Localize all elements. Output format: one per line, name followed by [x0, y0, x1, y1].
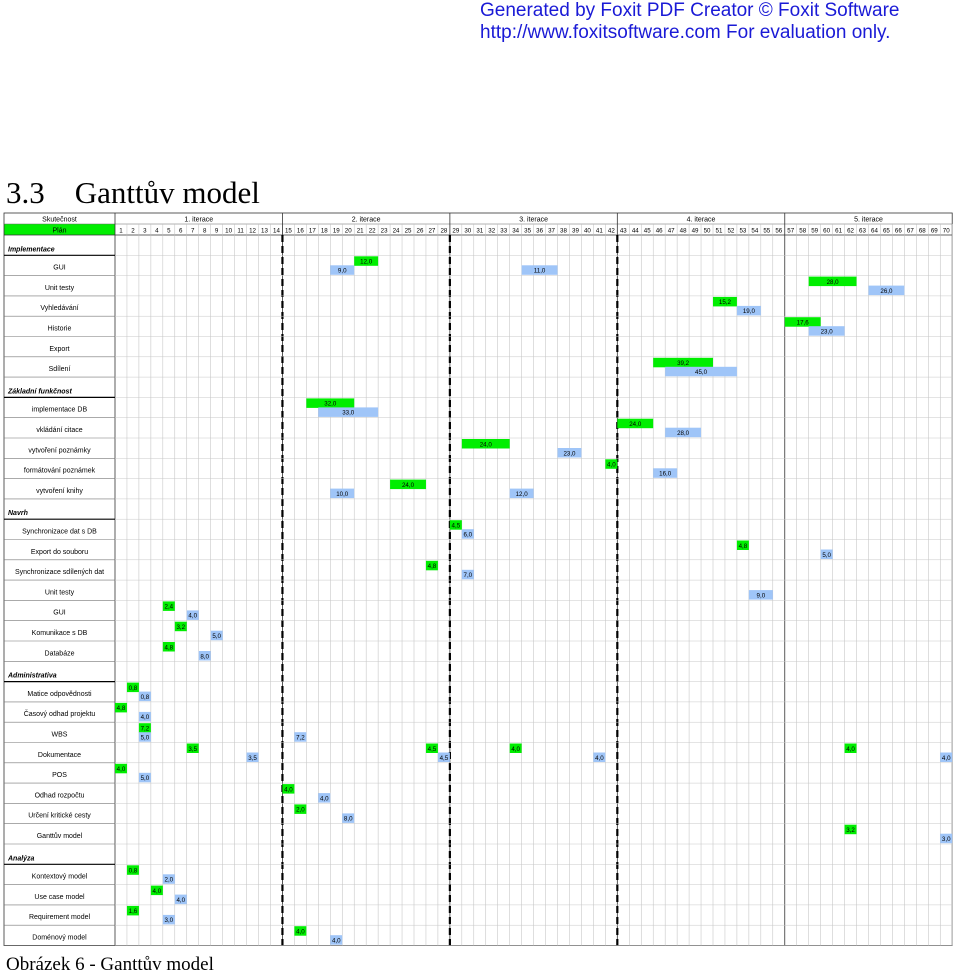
column-number: 12 — [249, 227, 256, 235]
task-label: Requirement model — [28, 914, 91, 922]
actual-bar-value: 12,0 — [515, 490, 528, 498]
actual-bar-value: 2,0 — [164, 876, 174, 884]
column-number: 59 — [811, 227, 819, 235]
task-label: Historie — [47, 325, 72, 333]
task-label: Synchronizace sdílených dat — [14, 569, 105, 577]
actual-bar-value: 33,0 — [342, 409, 355, 417]
plan-bar-value: 2,0 — [296, 806, 305, 814]
column-number: 65 — [882, 227, 890, 235]
column-number: 45 — [643, 227, 651, 235]
column-number: 56 — [775, 227, 783, 235]
task-label: Unit testy — [44, 589, 75, 597]
plan-bar-value: 32,0 — [324, 400, 337, 408]
section-number: 3.3 — [6, 175, 45, 210]
task-label: Synchronizace dat s DB — [22, 528, 97, 536]
actual-bar-value: 9,0 — [756, 592, 766, 600]
column-number: 32 — [488, 227, 496, 235]
column-number: 11 — [237, 227, 244, 235]
actual-bar-value: 8,0 — [200, 653, 210, 661]
column-number: 34 — [512, 227, 520, 235]
plan-bar-value: 4,0 — [846, 745, 855, 753]
figure-caption: Obrázek 6 - Ganttův model — [6, 954, 214, 975]
column-number: 54 — [751, 227, 759, 235]
actual-bar-value: 4,0 — [188, 612, 198, 620]
actual-bar-value: 3,5 — [248, 754, 257, 762]
actual-bar-value: 10,0 — [336, 490, 349, 498]
column-number: 10 — [225, 227, 233, 235]
actual-bar-value: 5,0 — [822, 551, 831, 559]
column-number: 5 — [167, 227, 171, 235]
column-number: 31 — [476, 227, 484, 235]
task-label: implementace DB — [31, 406, 88, 414]
actual-bar-value: 5,0 — [140, 775, 150, 783]
actual-bar-value: 9,0 — [337, 267, 347, 275]
column-number: 4 — [155, 227, 159, 235]
actual-bar-value: 3,0 — [941, 836, 951, 843]
actual-bar-value: 6,0 — [463, 531, 473, 539]
actual-bar-value: 4,0 — [595, 754, 604, 762]
task-label: POS — [52, 772, 67, 780]
task-label: Export — [49, 345, 70, 353]
column-number: 41 — [595, 227, 603, 235]
section-label: Analýza — [8, 855, 35, 863]
column-number: 64 — [871, 227, 878, 235]
task-label: GUI — [53, 609, 66, 617]
task-label: vytvoření knihy — [36, 487, 83, 495]
plan-bar-value: 24,0 — [629, 421, 642, 428]
watermark-line-2: http://www.foxitsoftware.com For evaluation only. — [480, 22, 891, 43]
task-label: Export do souboru — [30, 548, 89, 556]
plan-bar-value: 3,5 — [188, 745, 198, 753]
task-label: Určení kritické cesty — [28, 812, 91, 820]
actual-bar-value: 4,5 — [439, 754, 449, 762]
column-number: 49 — [691, 227, 699, 235]
column-number: 39 — [572, 227, 579, 235]
task-label: vytvoření poznámky — [28, 447, 91, 455]
actual-bar-value: 4,0 — [941, 754, 951, 762]
column-number: 46 — [655, 227, 663, 235]
actual-bar-value: 5,0 — [140, 734, 150, 742]
column-number: 55 — [763, 227, 771, 235]
actual-bar-value: 4,0 — [331, 937, 341, 945]
column-number: 60 — [823, 227, 831, 235]
plan-bar-value: 4,8 — [116, 705, 126, 713]
column-number: 17 — [308, 227, 316, 235]
plan-bar-value: 24,0 — [401, 481, 415, 489]
plan-bar-value: 4,0 — [284, 786, 293, 794]
plan-bar-value: 28,0 — [826, 278, 839, 286]
task-label: Kontextový model — [31, 873, 88, 881]
legend-actual-label: Skutečnost — [42, 216, 77, 224]
task-label: formátování poznámek — [23, 467, 96, 475]
plan-bar-value: 15,2 — [718, 299, 731, 307]
actual-bar-value: 19,0 — [742, 308, 755, 316]
column-number: 23 — [380, 227, 388, 235]
section-label: Základní funkčnost — [8, 388, 72, 396]
column-number: 50 — [703, 227, 711, 235]
column-number: 67 — [906, 227, 914, 235]
plan-bar-value: 3,2 — [846, 827, 855, 834]
column-number: 44 — [631, 227, 639, 235]
column-number: 63 — [859, 227, 866, 235]
column-number: 62 — [847, 227, 854, 235]
plan-bar-value: 4,0 — [511, 745, 520, 753]
task-label: GUI — [53, 264, 66, 272]
column-number: 3 — [143, 227, 147, 235]
actual-bar-value: 0,8 — [140, 693, 150, 701]
column-number: 22 — [368, 227, 376, 235]
column-number: 20 — [344, 227, 352, 235]
actual-bar-value: 23,0 — [563, 450, 576, 458]
task-label: vkládání citace — [36, 427, 83, 434]
iteration-label: 5. iterace — [854, 216, 883, 224]
column-number: 42 — [607, 227, 615, 235]
plan-bar-value: 0,8 — [128, 684, 138, 692]
actual-bar-value: 26,0 — [880, 287, 893, 295]
plan-bar-value: 12,0 — [360, 258, 373, 266]
task-label: Dokumentace — [37, 751, 82, 759]
actual-bar-value: 16,0 — [659, 470, 672, 478]
plan-bar-value: 4,5 — [427, 745, 437, 753]
column-number: 70 — [942, 227, 950, 235]
column-number: 26 — [416, 227, 424, 235]
task-label: Odhad rozpočtu — [34, 792, 85, 800]
plan-bar-value: 4,0 — [607, 461, 616, 469]
column-number: 61 — [835, 227, 843, 235]
column-number: 6 — [179, 227, 183, 235]
column-number: 51 — [715, 227, 723, 235]
task-label: Databáze — [44, 650, 75, 658]
column-number: 36 — [536, 227, 544, 235]
plan-bar-value: 4,0 — [296, 928, 305, 936]
plan-bar-value: 4,8 — [164, 644, 174, 652]
iteration-label: 4. iterace — [686, 216, 716, 224]
column-number: 27 — [428, 227, 436, 235]
column-number: 53 — [739, 227, 747, 235]
column-number: 40 — [583, 227, 591, 235]
task-label: Use case model — [34, 893, 85, 901]
iteration-label: 2. iterace — [351, 216, 381, 224]
column-number: 8 — [202, 227, 207, 235]
task-label: WBS — [51, 731, 68, 739]
column-number: 28 — [440, 227, 448, 235]
plan-bar-value: 4,5 — [451, 522, 461, 530]
iteration-label: 1. iterace — [184, 216, 214, 224]
section-title: Ganttův model — [74, 175, 260, 210]
task-label: Unit testy — [44, 284, 75, 292]
actual-bar-value: 7,2 — [296, 734, 305, 742]
column-number: 1 — [119, 227, 123, 235]
task-label: Komunikace s DB — [31, 630, 88, 637]
legend-plan-label: Plán — [52, 227, 67, 235]
column-number: 66 — [894, 227, 902, 235]
actual-bar-value: 4,0 — [140, 714, 150, 722]
plan-bar-value: 39,2 — [677, 360, 690, 368]
column-number: 25 — [404, 227, 412, 235]
plan-bar-value: 0,8 — [128, 867, 138, 875]
task-label: Vyhledávání — [40, 305, 79, 313]
column-number: 15 — [284, 227, 292, 235]
column-number: 19 — [332, 227, 340, 235]
column-number: 24 — [392, 227, 400, 235]
task-label: Sdílení — [48, 366, 71, 374]
column-number: 35 — [524, 227, 532, 235]
plan-bar-value: 24,0 — [479, 441, 492, 449]
section-label: Navrh — [8, 510, 28, 518]
actual-bar-value: 7,0 — [463, 572, 473, 580]
actual-bar-value: 3,0 — [164, 917, 174, 925]
column-number: 18 — [320, 227, 328, 235]
task-label: Matice odpovědnosti — [27, 690, 92, 698]
column-number: 14 — [273, 227, 280, 235]
plan-bar-value: 2,4 — [164, 603, 174, 611]
column-number: 33 — [500, 227, 508, 235]
actual-bar-value: 45,0 — [695, 369, 708, 377]
actual-bar-value: 28,0 — [677, 430, 690, 437]
column-number: 68 — [918, 227, 926, 235]
actual-bar-value: 4,0 — [319, 795, 329, 803]
column-number: 69 — [930, 227, 938, 235]
actual-bar-value: 11,0 — [533, 267, 546, 275]
plan-bar-value: 4,0 — [152, 887, 162, 895]
column-number: 9 — [214, 227, 219, 235]
column-number: 13 — [261, 227, 268, 235]
plan-bar-value: 4,8 — [427, 563, 437, 571]
column-number: 21 — [356, 227, 364, 235]
actual-bar-value: 8,0 — [343, 815, 353, 823]
iteration-label: 3. iterace — [519, 216, 548, 224]
column-number: 43 — [619, 227, 627, 235]
plan-bar-value: 4,8 — [738, 542, 748, 550]
plan-bar-value: 17,6 — [796, 319, 809, 327]
column-number: 48 — [679, 227, 687, 235]
actual-bar-value: 5,0 — [212, 633, 221, 640]
column-number: 37 — [548, 227, 555, 235]
column-number: 38 — [560, 227, 567, 235]
actual-bar-value: 23,0 — [820, 328, 833, 336]
column-number: 30 — [464, 227, 472, 235]
plan-bar-value: 4,0 — [116, 766, 126, 774]
plan-bar-value: 1,6 — [128, 908, 138, 916]
column-number: 47 — [667, 227, 675, 235]
column-number: 29 — [452, 227, 460, 235]
section-label: Implementace — [8, 246, 55, 254]
column-number: 7 — [191, 227, 195, 235]
column-number: 57 — [787, 227, 795, 235]
task-label: Časový odhad projektu — [23, 711, 96, 719]
watermark-line-1: Generated by Foxit PDF Creator © Foxit Software — [480, 0, 900, 21]
plan-bar-value: 7,2 — [140, 725, 150, 733]
actual-bar-value: 4,0 — [176, 896, 186, 904]
column-number: 16 — [296, 227, 304, 235]
column-number: 2 — [131, 227, 135, 235]
column-number: 58 — [799, 227, 807, 235]
column-number: 52 — [727, 227, 735, 235]
plan-bar-value: 3,2 — [176, 624, 186, 631]
section-label: Administrativa — [8, 672, 57, 680]
task-label: Doménový model — [32, 934, 87, 942]
task-label: Ganttův model — [36, 833, 83, 840]
